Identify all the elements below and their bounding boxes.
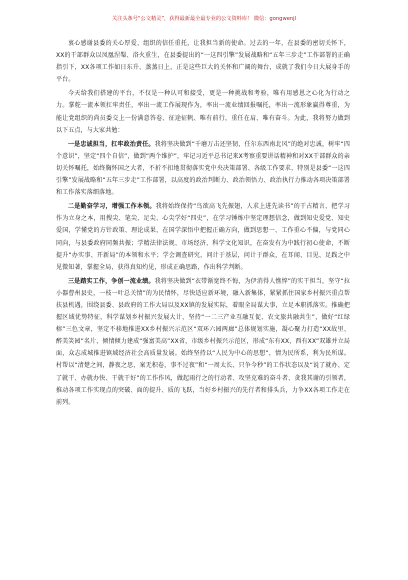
point-heading: 一是忠诚担当，扛牢政治责任。 — [68, 140, 155, 148]
document-body — [56, 38, 350, 409]
paragraph-text: 我将始终保持“鸟欲高飞先振翅，人求上进先读书”的干占精言，把学习作为立身之本，用搜尖、笔尖、足尖、心尖学好“四史”，在学习锤炼中坚定理想信念，做到知史爱党、知史爱国，学懂党的方针政策、理论成果，在国学深悟中把握正确方向，做到思想一、工作重心不偏，与党同心同向，与县委政府同频共振；学精法律法规、市场经济、科学文化知识，在奋发有为中践行初心使命，不断提升“办实事、开新局”的本领和水平；学会调查研究，问计于基层，问计于群众，在耳闻、目见、足践之中见微知著，掌握全局，获得真知灼见，形成正确思路，作出科学判断。 — [56, 203, 350, 271]
paragraph-text: 我将坚决做到“千磨万击还坚韧，任尔东西南北风”的绝对忠诚，树牢“四个意识”，坚定“四个自信”，做到“两个维护”，牢记习近平总书记来X考察重要讲话精神和对XX干部群众的亲切关怀嘱托，始终胸怀国之大者，不折不扣地贯彻落实党中央决策部署、各级工作要求，特别是县委“一这四引擎”发展战略和“五年三步走”工作部署，以高度的政治判断力、政治领悟力、政治执行力推动各项决策部署和工作落实落细落地。 — [56, 140, 350, 197]
point-heading: 二是勤奋学习，增强工作本领。 — [68, 203, 156, 211]
paragraph-intro — [56, 38, 350, 86]
paragraph-text: 今天给我们搭建的平台，不仅是一种认可和接受，更是一种挑战和考验，唯有用感恩之心化为行动之力。掌舵一流本领扛牢责任，率出一流工作展现作为，率出一流业绩回报嘱托，率出一流形象赢得尊重，为能让党组织的尚员委交上一份满意答卷、征途征帆、唯有前行，重任在肩、唯有奋斗。为此，我将努力做到以下五点，与大家共勉： — [56, 90, 350, 134]
paragraph-text: 衷心感谢县委的关心厚爱、组织的信任重托，让我担当新的使命。过去的一年，在县委的密切关怀下，XX的干部群众以凤凰涅槃、浴火重生，在县委提出的“一这四引擎”发展战略和“五年三步走”工作部署的正确指引下，XX各项工作如日东升、蒸蒸日上，正是这些巨大的关怀和广阔的舞台，成就了我们今日大展身手的平台。 — [56, 40, 350, 84]
point-heading: 三是踏实工作，争创一流业绩。 — [68, 277, 155, 285]
paragraph-point-3 — [56, 276, 350, 409]
paragraph-text: 我将坚决做到“衣带渐宽终不悔，为伊消得人憔悴”的实干担当，坚守“拉小器曹州县史，一枝一叶总关情”的为民情怀，尽快适应新环境，融入新集体，紧紧抓住国家乡村振兴重点帮扶县机遇，围绕县委、县政府的工作大局以及XX镇的发展实际，着眼全局谋大事，立足本职抓落实。推确把握区域优势特征，科学谋划乡村振兴发展大计，坚持“一二三产业互融互促、农文旅共融共生”，做好“红绿榕”三色文章，坚定不移地推进XX乡村振兴示范区“双环六园两廊”总体规划实施，凝心聚力打造“XX故里、醉美笑园”名片，倾情倾力建成“强富美高”XX省，市级乡村振兴示范区，形成“东有XX，西有XX”双雄并立局面，众志成城推进镇域经济社会高质量发展。始终坚持以“人民为中心的思想”，情为民所系，利为民所谋。村帮以“清楚之间，静夜之思，案无积卷，事不过夜”和“一周太长、只争今秒”的工作状态以及“说了就办、定了就干、办就办快、干就干好”的工作作风，做起雨行之的行动者、攻坚克难的奋斗者、贪我其谢的引领者，推动各项工作实现点的突破、面的提升、质的飞跃，当好乡村振兴的先行者和排头兵，力争XX各项工作走在前列。 — [56, 277, 350, 406]
paragraph-point-1 — [56, 139, 350, 199]
banner-text: 关注头条号“公文精灵”，获得最新最全最专业的公文资料库！ 微信：gongwenjl — [111, 15, 297, 22]
header-banner — [50, 8, 358, 30]
paragraph-pledge — [56, 88, 350, 136]
paragraph-point-2 — [56, 201, 350, 274]
